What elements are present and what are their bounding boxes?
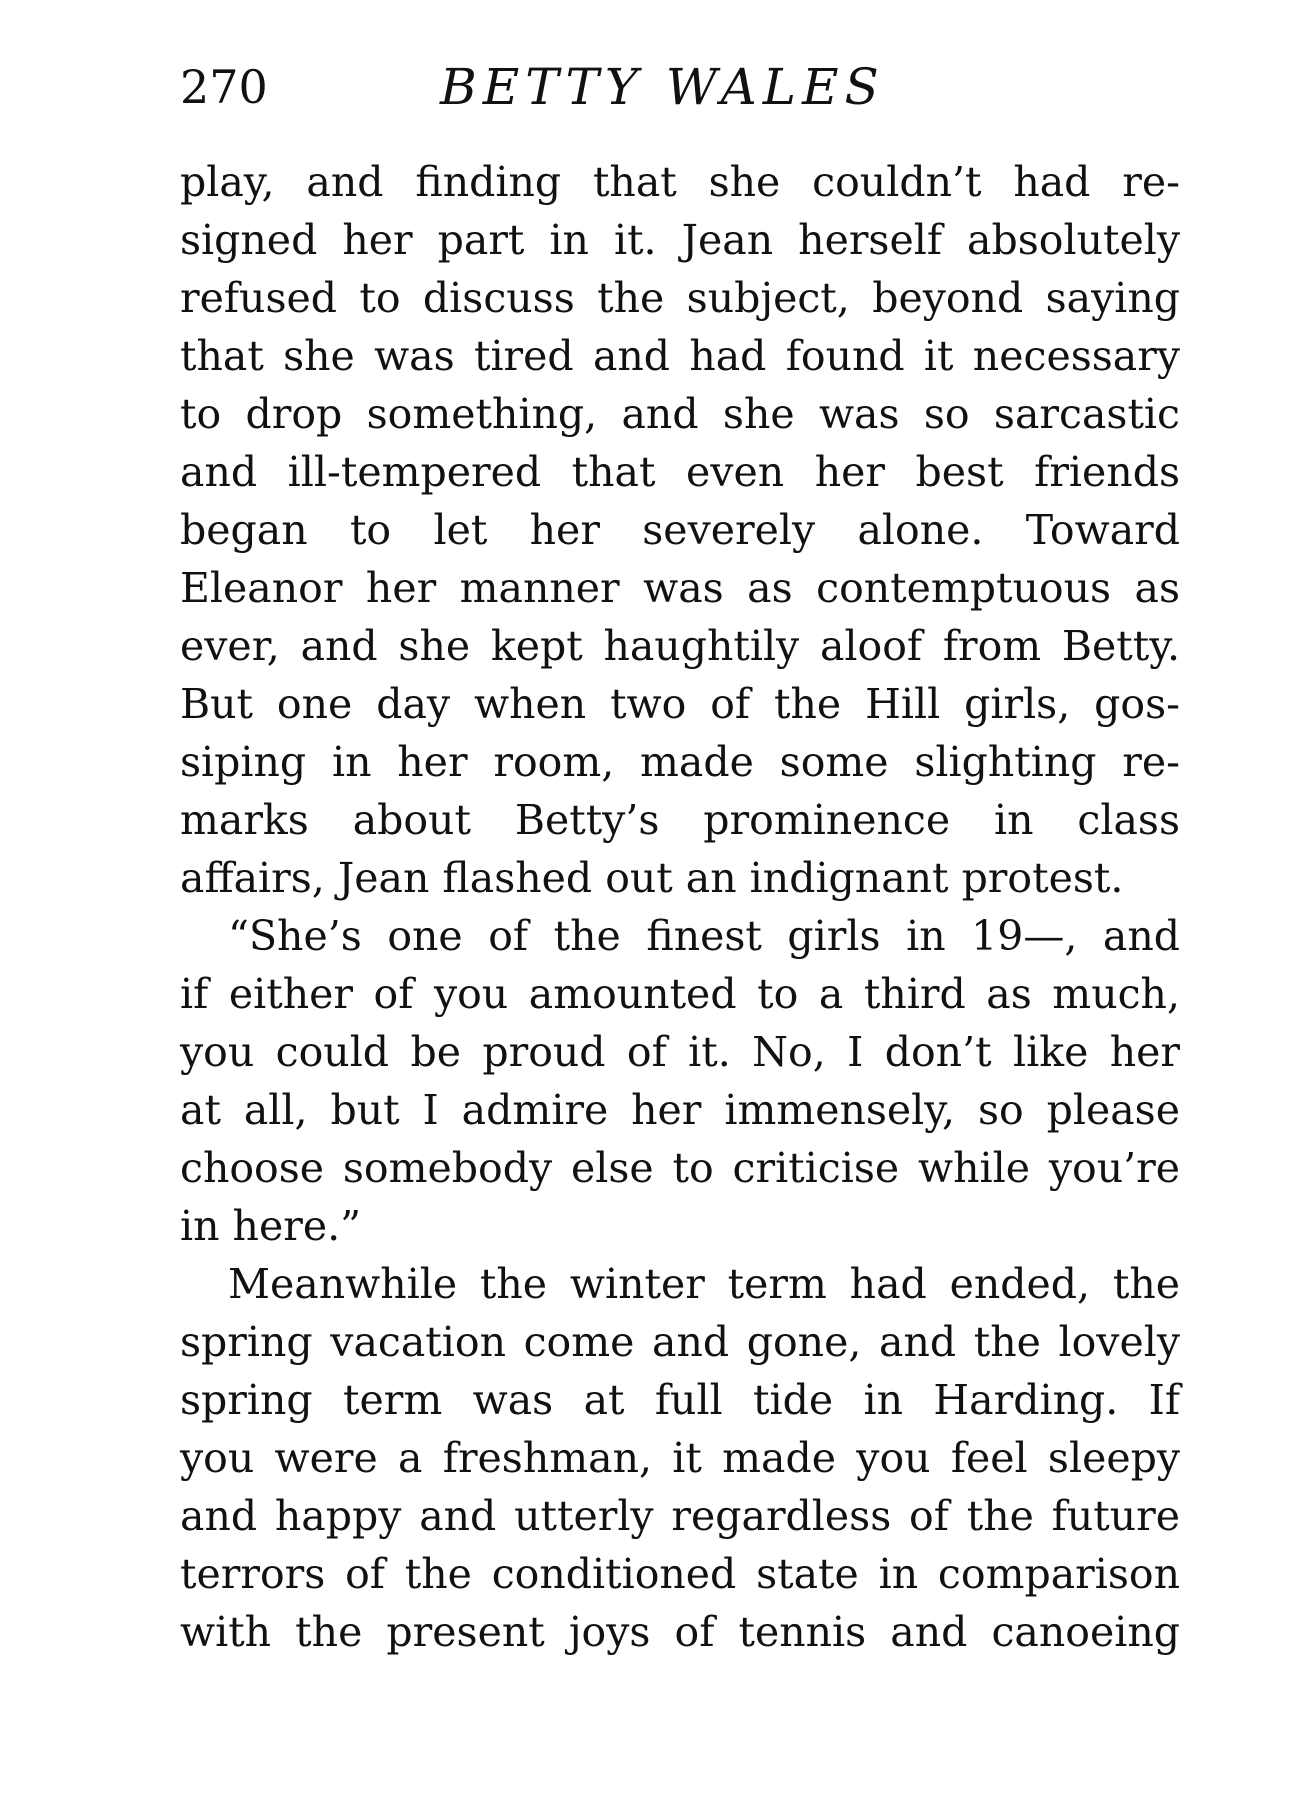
text-line: spring vacation come and gone, and the lovely [180, 1318, 1180, 1366]
text-line: with the present joys of tennis and canoeing [180, 1608, 1180, 1656]
text-line: “She’s one of the finest girls in 19—, and [228, 912, 1180, 960]
page-text [180, 153, 1180, 1661]
text-line: you could be proud of it. No, I don’t like her [180, 1028, 1180, 1076]
running-head [180, 52, 1180, 122]
text-line: affairs, Jean flashed out an indignant protest. [180, 854, 1124, 902]
text-line: and happy and utterly regardless of the future [180, 1492, 1180, 1540]
text-line: signed her part in it. Jean herself absolutely [180, 216, 1180, 264]
text-line: in here.” [180, 1202, 362, 1250]
text-line: Meanwhile the winter term had ended, the [228, 1260, 1180, 1308]
text-line: if either of you amounted to a third as much, [180, 970, 1180, 1018]
text-line: began to let her severely alone. Toward [180, 506, 1180, 554]
text-line: that she was tired and had found it necessary [180, 332, 1180, 380]
text-line: to drop something, and she was so sarcastic [180, 390, 1180, 438]
text-line: spring term was at full tide in Harding. If [180, 1376, 1180, 1424]
text-line: siping in her room, made some slighting re- [180, 738, 1180, 786]
text-line: you were a freshman, it made you feel sleepy [180, 1434, 1180, 1482]
text-line: and ill-tempered that even her best friends [180, 448, 1180, 496]
text-line: refused to discuss the subject, beyond saying [180, 274, 1180, 322]
text-line: choose somebody else to criticise while you’re [180, 1144, 1180, 1192]
book-title: BETTY WALES [440, 58, 885, 116]
text-line: But one day when two of the Hill girls, gos- [180, 680, 1180, 728]
text-line: terrors of the conditioned state in comparison [180, 1550, 1180, 1598]
text-line: at all, but I admire her immensely, so please [180, 1086, 1180, 1134]
text-line: Eleanor her manner was as contemptuous as [180, 564, 1180, 612]
page-number: 270 [180, 60, 268, 114]
text-line: marks about Betty’s prominence in class [180, 796, 1180, 844]
text-line: play, and finding that she couldn’t had re- [180, 158, 1180, 206]
text-line: ever, and she kept haughtily aloof from Betty. [180, 622, 1180, 670]
